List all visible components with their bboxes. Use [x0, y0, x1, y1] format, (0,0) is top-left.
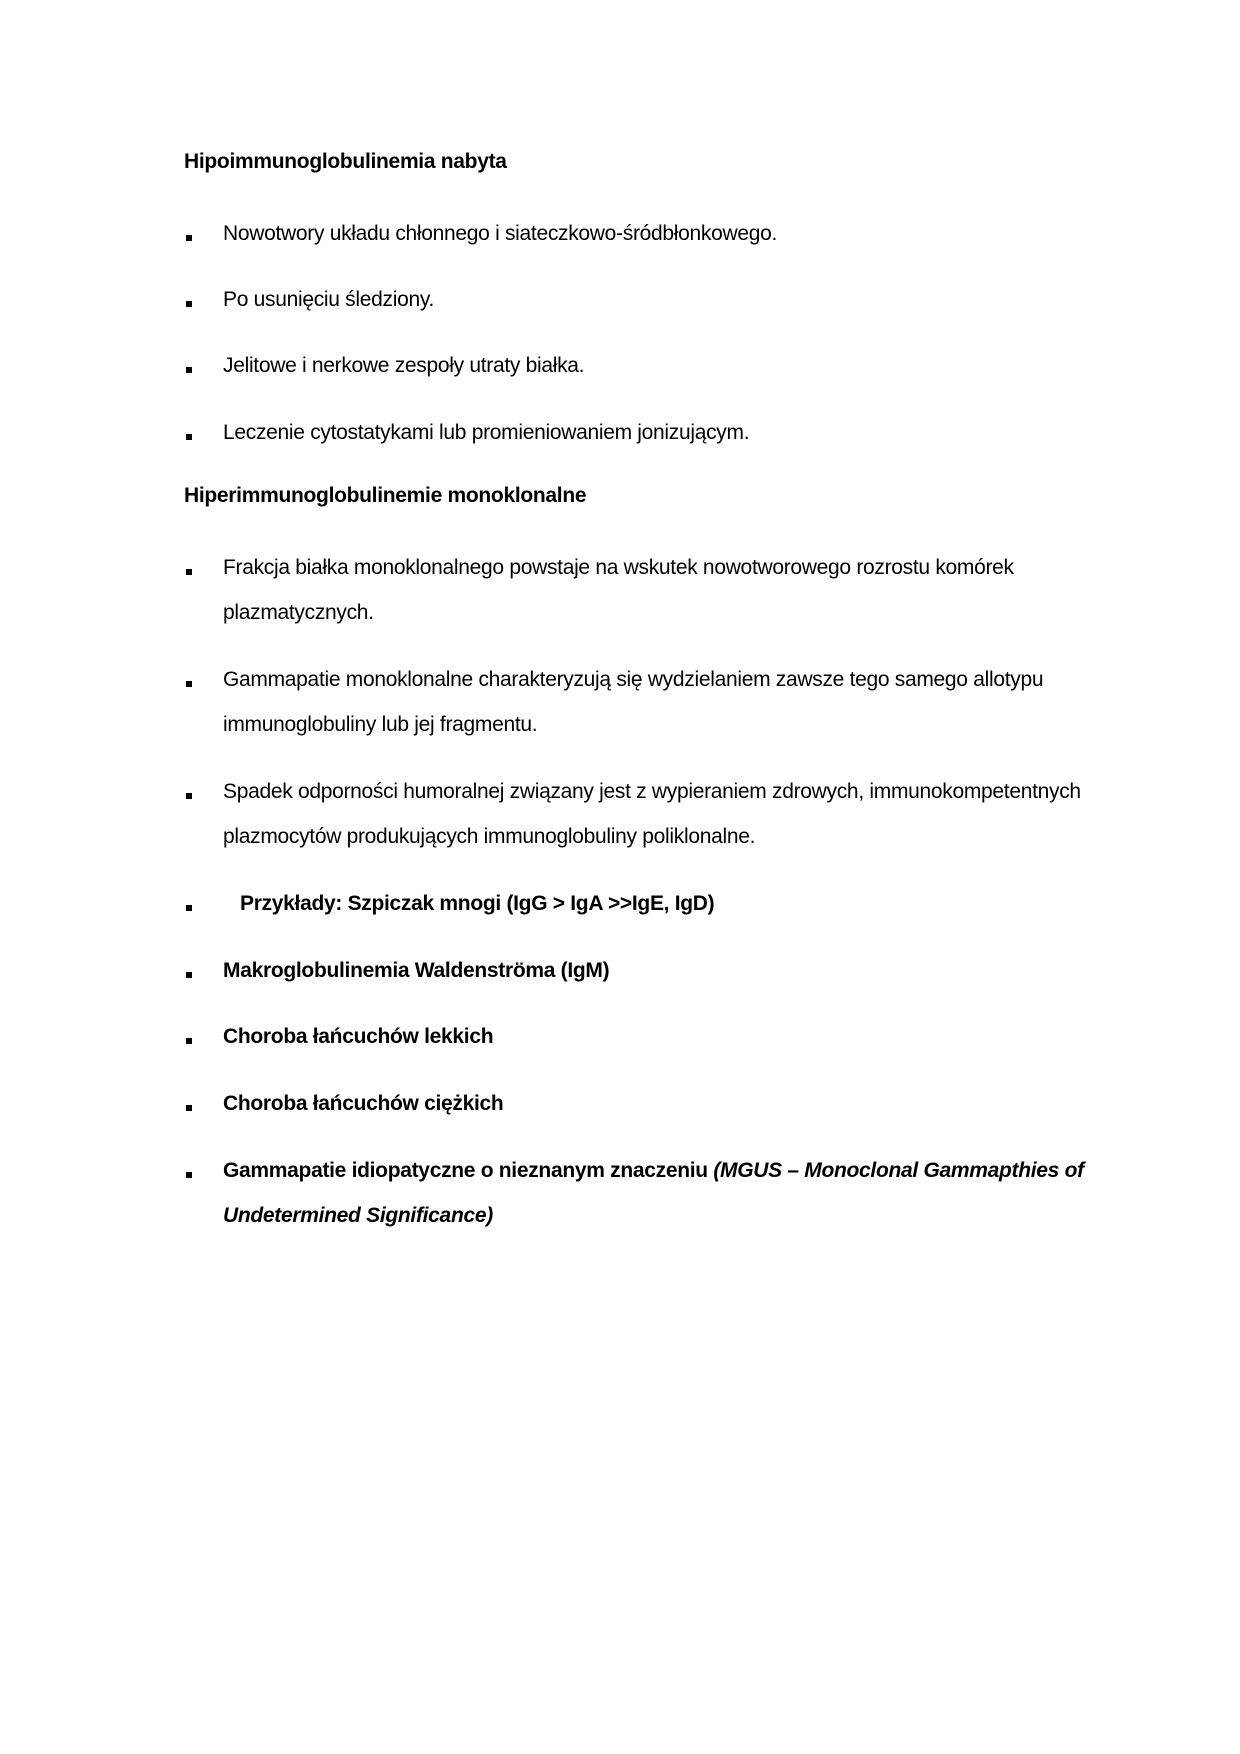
list-item-text: Frakcja białka monoklonalnego powstaje na wskutek nowotworowego rozrostu komórek plazmatycznych. [223, 556, 1014, 624]
section-heading-hipoimmunoglobulinemia: Hipoimmunoglobulinemia nabyta [184, 150, 507, 173]
list-item-text: Jelitowe i nerkowe zespoły utraty białka. [223, 354, 585, 377]
mgus-definition: (MGUS – Monoclonal Gammapthies of Undetermined Significance) [223, 1159, 1084, 1227]
list-item-text: Nowotwory układu chłonnego i siateczkowo-śródbłonkowego. [223, 222, 778, 245]
mgus-text: Gammapatie idiopatyczne o nieznanym znaczeniu [223, 1159, 714, 1182]
section-heading-hiperimmunoglobulinemie: Hiperimmunoglobulinemie monoklonalne [184, 484, 587, 507]
bullet-icon [186, 681, 192, 687]
bullet-icon [186, 235, 192, 241]
list-item-text: Leczenie cytostatykami lub promieniowaniem jonizującym. [223, 421, 750, 444]
bullet-icon [186, 1105, 192, 1111]
list-item-text: Makroglobulinemia Waldenströma (IgM) [223, 959, 610, 982]
bullet-icon [186, 301, 192, 307]
list-item-text: Choroba łańcuchów ciężkich [223, 1092, 504, 1115]
bullet-icon [186, 905, 192, 911]
list-item-text: Gammapatie monoklonalne charakteryzują się wydzielaniem zawsze tego samego allotypu immunoglobuliny lub jej fragmentu. [223, 668, 1044, 736]
bullet-icon [186, 793, 192, 799]
bullet-icon [186, 972, 192, 978]
list-item-text: Choroba łańcuchów lekkich [223, 1025, 494, 1048]
bullet-icon [186, 1038, 192, 1044]
list-item-text: Spadek odporności humoralnej związany jest z wypieraniem zdrowych, immunokompetentnych plazmocytów produkujących immunoglobuliny poliklonalne. [223, 780, 1081, 848]
bullet-icon [186, 569, 192, 575]
list-item-text: Przykłady: Szpiczak mnogi (IgG > IgA >>IgE, IgD) [240, 892, 715, 915]
bullet-icon [186, 367, 192, 373]
bullet-icon [186, 434, 192, 440]
list-item-text: Po usunięciu śledziony. [223, 288, 435, 311]
list-item-text [223, 1148, 1103, 1238]
bullet-icon [186, 1172, 192, 1178]
